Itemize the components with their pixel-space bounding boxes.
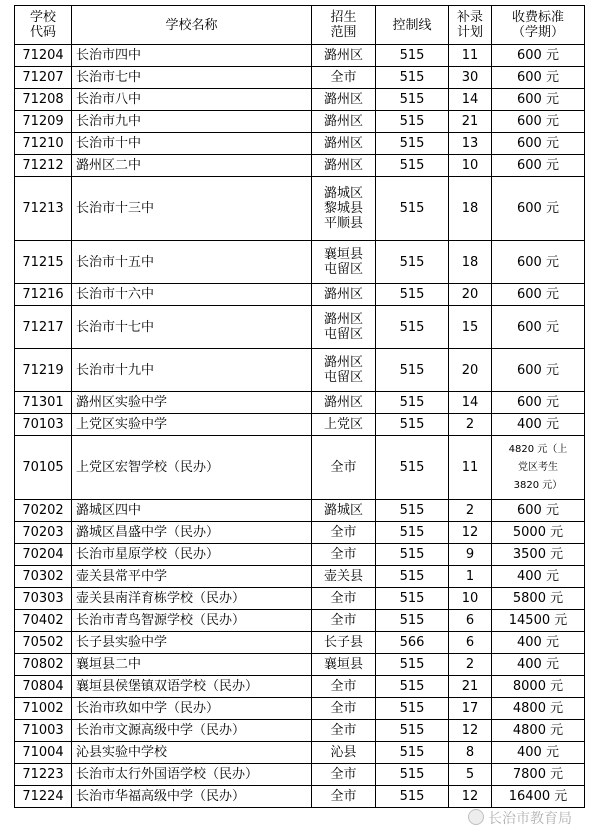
cell-plan: 6 bbox=[449, 632, 492, 654]
cell-name: 长治市星原学校（民办） bbox=[72, 544, 312, 566]
cell-range: 潞州区 bbox=[312, 284, 376, 306]
cell-name: 长治市十中 bbox=[72, 133, 312, 155]
cell-range: 全市 bbox=[312, 610, 376, 632]
cell-range: 潞州区 bbox=[312, 133, 376, 155]
cell-fee: 4800 元 bbox=[492, 698, 585, 720]
cell-name: 长治市十五中 bbox=[72, 241, 312, 284]
cell-range: 全市 bbox=[312, 676, 376, 698]
cell-range: 全市 bbox=[312, 698, 376, 720]
cell-range: 全市 bbox=[312, 764, 376, 786]
cell-range: 潞州区 屯留区 bbox=[312, 306, 376, 349]
cell-code: 71223 bbox=[15, 764, 72, 786]
cell-fee: 600 元 bbox=[492, 45, 585, 67]
cell-fee: 600 元 bbox=[492, 89, 585, 111]
cell-plan: 10 bbox=[449, 155, 492, 177]
cell-code: 71212 bbox=[15, 155, 72, 177]
table-row bbox=[15, 177, 585, 241]
cell-range: 潞州区 bbox=[312, 392, 376, 414]
cell-line: 515 bbox=[376, 500, 449, 522]
cell-line: 515 bbox=[376, 349, 449, 392]
table-row bbox=[15, 742, 585, 764]
cell-code: 70303 bbox=[15, 588, 72, 610]
cell-range: 沁县 bbox=[312, 742, 376, 764]
cell-name: 长子县实验中学 bbox=[72, 632, 312, 654]
cell-fee: 600 元 bbox=[492, 133, 585, 155]
cell-plan: 12 bbox=[449, 720, 492, 742]
cell-range: 全市 bbox=[312, 544, 376, 566]
header-fee: 收费标准 （学期） bbox=[492, 6, 585, 45]
cell-range: 全市 bbox=[312, 436, 376, 500]
cell-plan: 12 bbox=[449, 786, 492, 808]
cell-plan: 14 bbox=[449, 392, 492, 414]
cell-name: 长治市华福高级中学（民办） bbox=[72, 786, 312, 808]
cell-range: 全市 bbox=[312, 720, 376, 742]
cell-plan: 6 bbox=[449, 610, 492, 632]
table-row bbox=[15, 720, 585, 742]
cell-name: 壶关县南洋育栋学校（民办） bbox=[72, 588, 312, 610]
cell-fee: 3500 元 bbox=[492, 544, 585, 566]
cell-line: 515 bbox=[376, 676, 449, 698]
cell-range: 全市 bbox=[312, 588, 376, 610]
cell-code: 70202 bbox=[15, 500, 72, 522]
table-row bbox=[15, 392, 585, 414]
cell-fee: 600 元 bbox=[492, 284, 585, 306]
cell-name: 沁县实验中学校 bbox=[72, 742, 312, 764]
table-row bbox=[15, 306, 585, 349]
cell-code: 70802 bbox=[15, 654, 72, 676]
table-row bbox=[15, 610, 585, 632]
cell-range: 襄垣县 屯留区 bbox=[312, 241, 376, 284]
cell-code: 70103 bbox=[15, 414, 72, 436]
cell-name: 长治市十七中 bbox=[72, 306, 312, 349]
header-code: 学校 代码 bbox=[15, 6, 72, 45]
cell-plan: 21 bbox=[449, 676, 492, 698]
cell-line: 515 bbox=[376, 544, 449, 566]
cell-plan: 18 bbox=[449, 177, 492, 241]
cell-line: 515 bbox=[376, 306, 449, 349]
cell-line: 515 bbox=[376, 786, 449, 808]
table-row bbox=[15, 676, 585, 698]
cell-name: 潞城区昌盛中学（民办） bbox=[72, 522, 312, 544]
cell-line: 515 bbox=[376, 522, 449, 544]
table-row bbox=[15, 111, 585, 133]
cell-line: 515 bbox=[376, 67, 449, 89]
cell-fee: 600 元 bbox=[492, 392, 585, 414]
cell-plan: 17 bbox=[449, 698, 492, 720]
cell-name: 壶关县常平中学 bbox=[72, 566, 312, 588]
cell-code: 71210 bbox=[15, 133, 72, 155]
cell-range: 潞城区 bbox=[312, 500, 376, 522]
cell-name: 长治市太行外国语学校（民办） bbox=[72, 764, 312, 786]
cell-code: 71217 bbox=[15, 306, 72, 349]
cell-name: 长治市十六中 bbox=[72, 284, 312, 306]
header-plan: 补录 计划 bbox=[449, 6, 492, 45]
cell-plan: 10 bbox=[449, 588, 492, 610]
cell-name: 长治市七中 bbox=[72, 67, 312, 89]
cell-code: 71207 bbox=[15, 67, 72, 89]
cell-range: 长子县 bbox=[312, 632, 376, 654]
table-row bbox=[15, 544, 585, 566]
cell-name: 长治市十三中 bbox=[72, 177, 312, 241]
cell-line: 515 bbox=[376, 241, 449, 284]
cell-line: 515 bbox=[376, 764, 449, 786]
table-row bbox=[15, 632, 585, 654]
wechat-logo-icon bbox=[468, 809, 484, 825]
cell-line: 515 bbox=[376, 654, 449, 676]
cell-code: 71204 bbox=[15, 45, 72, 67]
cell-name: 长治市九中 bbox=[72, 111, 312, 133]
cell-name: 长治市文源高级中学（民办） bbox=[72, 720, 312, 742]
table-row bbox=[15, 566, 585, 588]
cell-name: 长治市八中 bbox=[72, 89, 312, 111]
table-row bbox=[15, 588, 585, 610]
cell-plan: 11 bbox=[449, 436, 492, 500]
cell-range: 潞州区 bbox=[312, 45, 376, 67]
cell-range: 潞州区 bbox=[312, 89, 376, 111]
cell-range: 全市 bbox=[312, 522, 376, 544]
cell-fee: 4820 元（上 党区考生 3820 元） bbox=[492, 436, 585, 500]
cell-name: 上党区宏智学校（民办） bbox=[72, 436, 312, 500]
cell-fee: 600 元 bbox=[492, 67, 585, 89]
cell-fee: 5000 元 bbox=[492, 522, 585, 544]
cell-fee: 4800 元 bbox=[492, 720, 585, 742]
table-body bbox=[15, 45, 585, 808]
cell-line: 515 bbox=[376, 392, 449, 414]
header-row bbox=[15, 6, 585, 45]
cell-plan: 13 bbox=[449, 133, 492, 155]
cell-name: 长治市青鸟智源学校（民办） bbox=[72, 610, 312, 632]
cell-plan: 9 bbox=[449, 544, 492, 566]
table-row bbox=[15, 241, 585, 284]
cell-name: 长治市玖如中学（民办） bbox=[72, 698, 312, 720]
cell-fee: 600 元 bbox=[492, 155, 585, 177]
cell-name: 长治市十九中 bbox=[72, 349, 312, 392]
cell-fee: 400 元 bbox=[492, 566, 585, 588]
cell-range: 潞城区 黎城县 平顺县 bbox=[312, 177, 376, 241]
table-row bbox=[15, 764, 585, 786]
admission-table bbox=[14, 5, 585, 808]
cell-range: 潞州区 bbox=[312, 155, 376, 177]
cell-line: 515 bbox=[376, 436, 449, 500]
cell-name: 潞州区实验中学 bbox=[72, 392, 312, 414]
cell-plan: 1 bbox=[449, 566, 492, 588]
cell-name: 上党区实验中学 bbox=[72, 414, 312, 436]
table-row bbox=[15, 698, 585, 720]
cell-code: 71301 bbox=[15, 392, 72, 414]
cell-fee: 400 元 bbox=[492, 632, 585, 654]
cell-line: 515 bbox=[376, 742, 449, 764]
table-row bbox=[15, 155, 585, 177]
cell-line: 515 bbox=[376, 284, 449, 306]
table-row bbox=[15, 45, 585, 67]
cell-fee: 400 元 bbox=[492, 414, 585, 436]
cell-line: 515 bbox=[376, 698, 449, 720]
cell-plan: 15 bbox=[449, 306, 492, 349]
cell-fee: 600 元 bbox=[492, 241, 585, 284]
cell-plan: 20 bbox=[449, 349, 492, 392]
cell-fee: 600 元 bbox=[492, 177, 585, 241]
cell-plan: 5 bbox=[449, 764, 492, 786]
cell-fee: 7800 元 bbox=[492, 764, 585, 786]
cell-plan: 14 bbox=[449, 89, 492, 111]
cell-code: 71002 bbox=[15, 698, 72, 720]
cell-plan: 2 bbox=[449, 414, 492, 436]
cell-fee: 600 元 bbox=[492, 111, 585, 133]
cell-line: 515 bbox=[376, 566, 449, 588]
cell-fee: 14500 元 bbox=[492, 610, 585, 632]
cell-line: 515 bbox=[376, 89, 449, 111]
cell-plan: 21 bbox=[449, 111, 492, 133]
table-row bbox=[15, 89, 585, 111]
watermark: 长治市教育局 bbox=[468, 808, 572, 828]
cell-fee: 400 元 bbox=[492, 742, 585, 764]
cell-code: 71216 bbox=[15, 284, 72, 306]
cell-line: 515 bbox=[376, 610, 449, 632]
header-name: 学校名称 bbox=[72, 6, 312, 45]
table-row bbox=[15, 500, 585, 522]
cell-code: 71208 bbox=[15, 89, 72, 111]
table-row bbox=[15, 349, 585, 392]
cell-code: 71215 bbox=[15, 241, 72, 284]
cell-plan: 12 bbox=[449, 522, 492, 544]
cell-code: 71003 bbox=[15, 720, 72, 742]
cell-name: 襄垣县侯堡镇双语学校（民办） bbox=[72, 676, 312, 698]
table-row bbox=[15, 786, 585, 808]
cell-range: 襄垣县 bbox=[312, 654, 376, 676]
cell-fee: 600 元 bbox=[492, 500, 585, 522]
cell-code: 71213 bbox=[15, 177, 72, 241]
cell-range: 上党区 bbox=[312, 414, 376, 436]
cell-plan: 2 bbox=[449, 500, 492, 522]
cell-plan: 18 bbox=[449, 241, 492, 284]
cell-line: 515 bbox=[376, 111, 449, 133]
cell-line: 515 bbox=[376, 177, 449, 241]
cell-plan: 8 bbox=[449, 742, 492, 764]
cell-name: 潞州区二中 bbox=[72, 155, 312, 177]
cell-fee: 16400 元 bbox=[492, 786, 585, 808]
cell-code: 70203 bbox=[15, 522, 72, 544]
cell-code: 70804 bbox=[15, 676, 72, 698]
header-range: 招生 范围 bbox=[312, 6, 376, 45]
cell-fee: 600 元 bbox=[492, 306, 585, 349]
cell-range: 潞州区 屯留区 bbox=[312, 349, 376, 392]
cell-code: 71224 bbox=[15, 786, 72, 808]
cell-plan: 2 bbox=[449, 654, 492, 676]
cell-name: 襄垣县二中 bbox=[72, 654, 312, 676]
table-row bbox=[15, 522, 585, 544]
cell-code: 71219 bbox=[15, 349, 72, 392]
cell-range: 全市 bbox=[312, 786, 376, 808]
cell-range: 潞州区 bbox=[312, 111, 376, 133]
table-row bbox=[15, 654, 585, 676]
table-row bbox=[15, 436, 585, 500]
cell-line: 515 bbox=[376, 45, 449, 67]
cell-plan: 30 bbox=[449, 67, 492, 89]
table-row bbox=[15, 414, 585, 436]
table-row bbox=[15, 67, 585, 89]
cell-line: 515 bbox=[376, 414, 449, 436]
cell-line: 515 bbox=[376, 588, 449, 610]
cell-name: 潞城区四中 bbox=[72, 500, 312, 522]
cell-fee: 8000 元 bbox=[492, 676, 585, 698]
cell-line: 515 bbox=[376, 720, 449, 742]
cell-code: 71209 bbox=[15, 111, 72, 133]
cell-plan: 20 bbox=[449, 284, 492, 306]
cell-line: 566 bbox=[376, 632, 449, 654]
cell-code: 71004 bbox=[15, 742, 72, 764]
cell-code: 70302 bbox=[15, 566, 72, 588]
cell-code: 70502 bbox=[15, 632, 72, 654]
table-row bbox=[15, 133, 585, 155]
cell-code: 70402 bbox=[15, 610, 72, 632]
cell-code: 70204 bbox=[15, 544, 72, 566]
table-row bbox=[15, 284, 585, 306]
cell-fee: 5800 元 bbox=[492, 588, 585, 610]
cell-range: 壶关县 bbox=[312, 566, 376, 588]
cell-line: 515 bbox=[376, 155, 449, 177]
cell-fee: 600 元 bbox=[492, 349, 585, 392]
cell-name: 长治市四中 bbox=[72, 45, 312, 67]
cell-line: 515 bbox=[376, 133, 449, 155]
header-line: 控制线 bbox=[376, 6, 449, 45]
cell-range: 全市 bbox=[312, 67, 376, 89]
cell-code: 70105 bbox=[15, 436, 72, 500]
cell-fee: 400 元 bbox=[492, 654, 585, 676]
cell-plan: 11 bbox=[449, 45, 492, 67]
